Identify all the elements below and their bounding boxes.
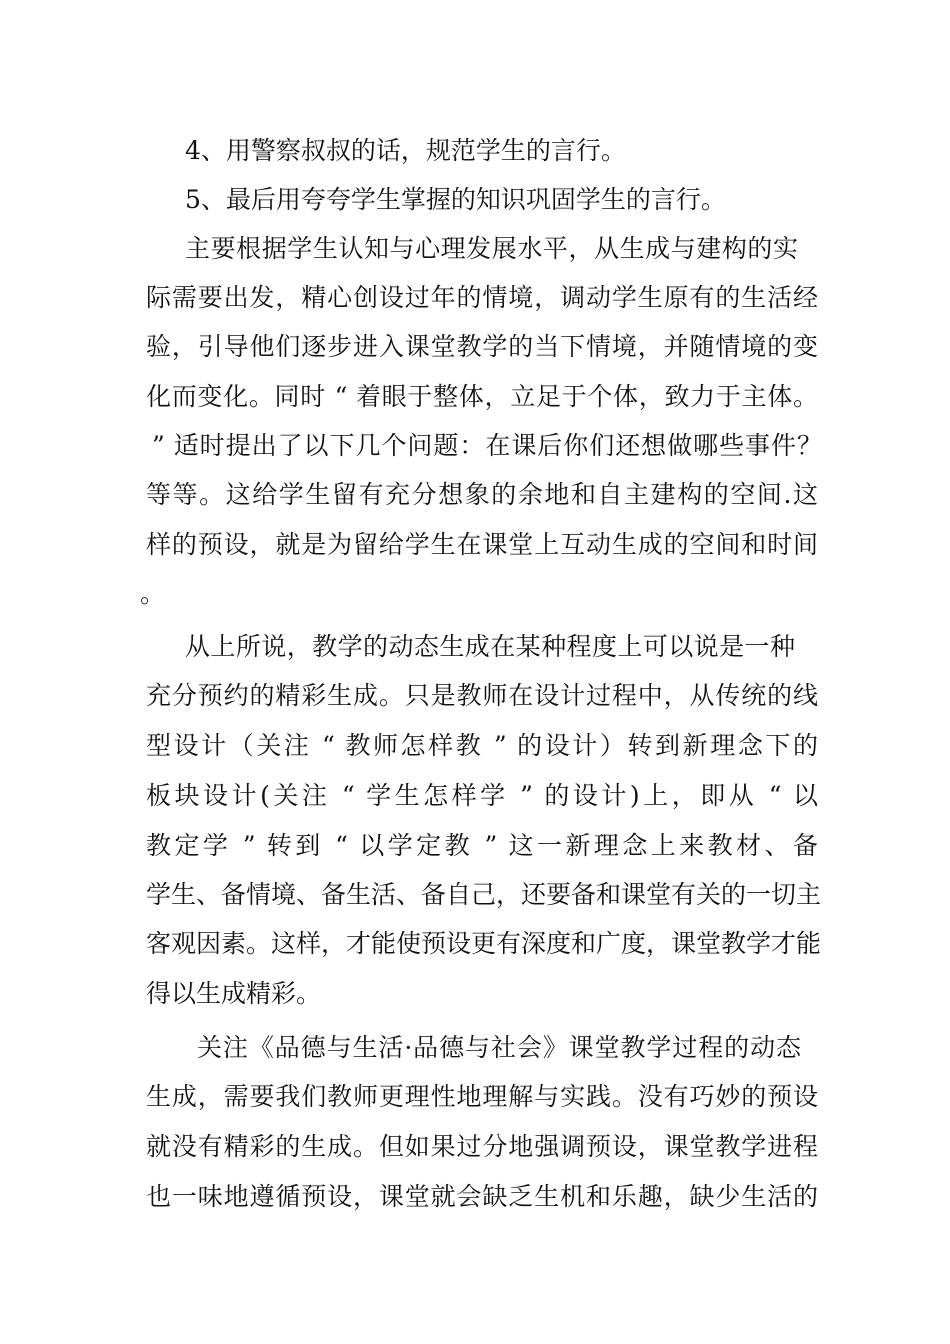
text-line: 生成，需要我们教师更理性地理解与实践。没有巧妙的预设 <box>146 1082 818 1111</box>
text-line: 板块设计(关注 “ 学生怎样学 ” 的设计)上，即从 “ 以 <box>146 781 818 810</box>
text-line: 也一味地遵循预设，课堂就会缺乏生机和乐趣，缺少生活的 <box>146 1182 818 1211</box>
text-line: 等等。这给学生留有充分想象的余地和自主建构的空间.这 <box>146 480 818 509</box>
text-line: 就没有精彩的生成。但如果过分地强调预设，课堂教学进程 <box>146 1132 818 1161</box>
text-line: 4、用警察叔叔的话，规范学生的言行。 <box>185 136 626 165</box>
text-line: 验，引导他们逐步进入课堂教学的当下情境，并随情境的变 <box>146 332 818 361</box>
text-line: 学生、备情境、备生活、备自己，还要备和课堂有关的一切主 <box>146 880 822 909</box>
text-line: 化而变化。同时 “ 着眼于整体，立足于个体，致力于主体。 <box>146 382 818 411</box>
text-line: 客观因素。这样，才能使预设更有深度和广度，课堂教学才能 <box>146 929 822 958</box>
text-line: 教定学 ” 转到 “ 以学定教 ” 这一新理念上来教材、备 <box>146 831 818 860</box>
text-line: 型设计（关注 “ 教师怎样教 ” 的设计）转到新理念下的 <box>146 731 818 760</box>
text-line: 充分预约的精彩生成。只是教师在设计过程中，从传统的线 <box>146 681 818 710</box>
text-line: 5、最后用夸夸学生掌握的知识巩固学生的言行。 <box>185 185 726 214</box>
text-line: 际需要出发，精心创设过年的情境，调动学生原有的生活经 <box>146 283 818 312</box>
text-line: ” 适时提出了以下几个问题：在课后你们还想做哪些事件？ <box>152 431 822 460</box>
text-line: 。 <box>140 579 166 608</box>
text-line: 样的预设，就是为留给学生在课堂上互动生成的空间和时间 <box>146 530 818 559</box>
text-line: 关注《品德与生活·品德与社会》课堂教学过程的动态 <box>197 1033 801 1062</box>
text-line: 从上所说，教学的动态生成在某种程度上可以说是一种 <box>185 632 795 661</box>
text-line: 主要根据学生认知与心理发展水平，从生成与建构的实 <box>185 234 798 263</box>
text-line: 得以生成精彩。 <box>146 979 322 1008</box>
